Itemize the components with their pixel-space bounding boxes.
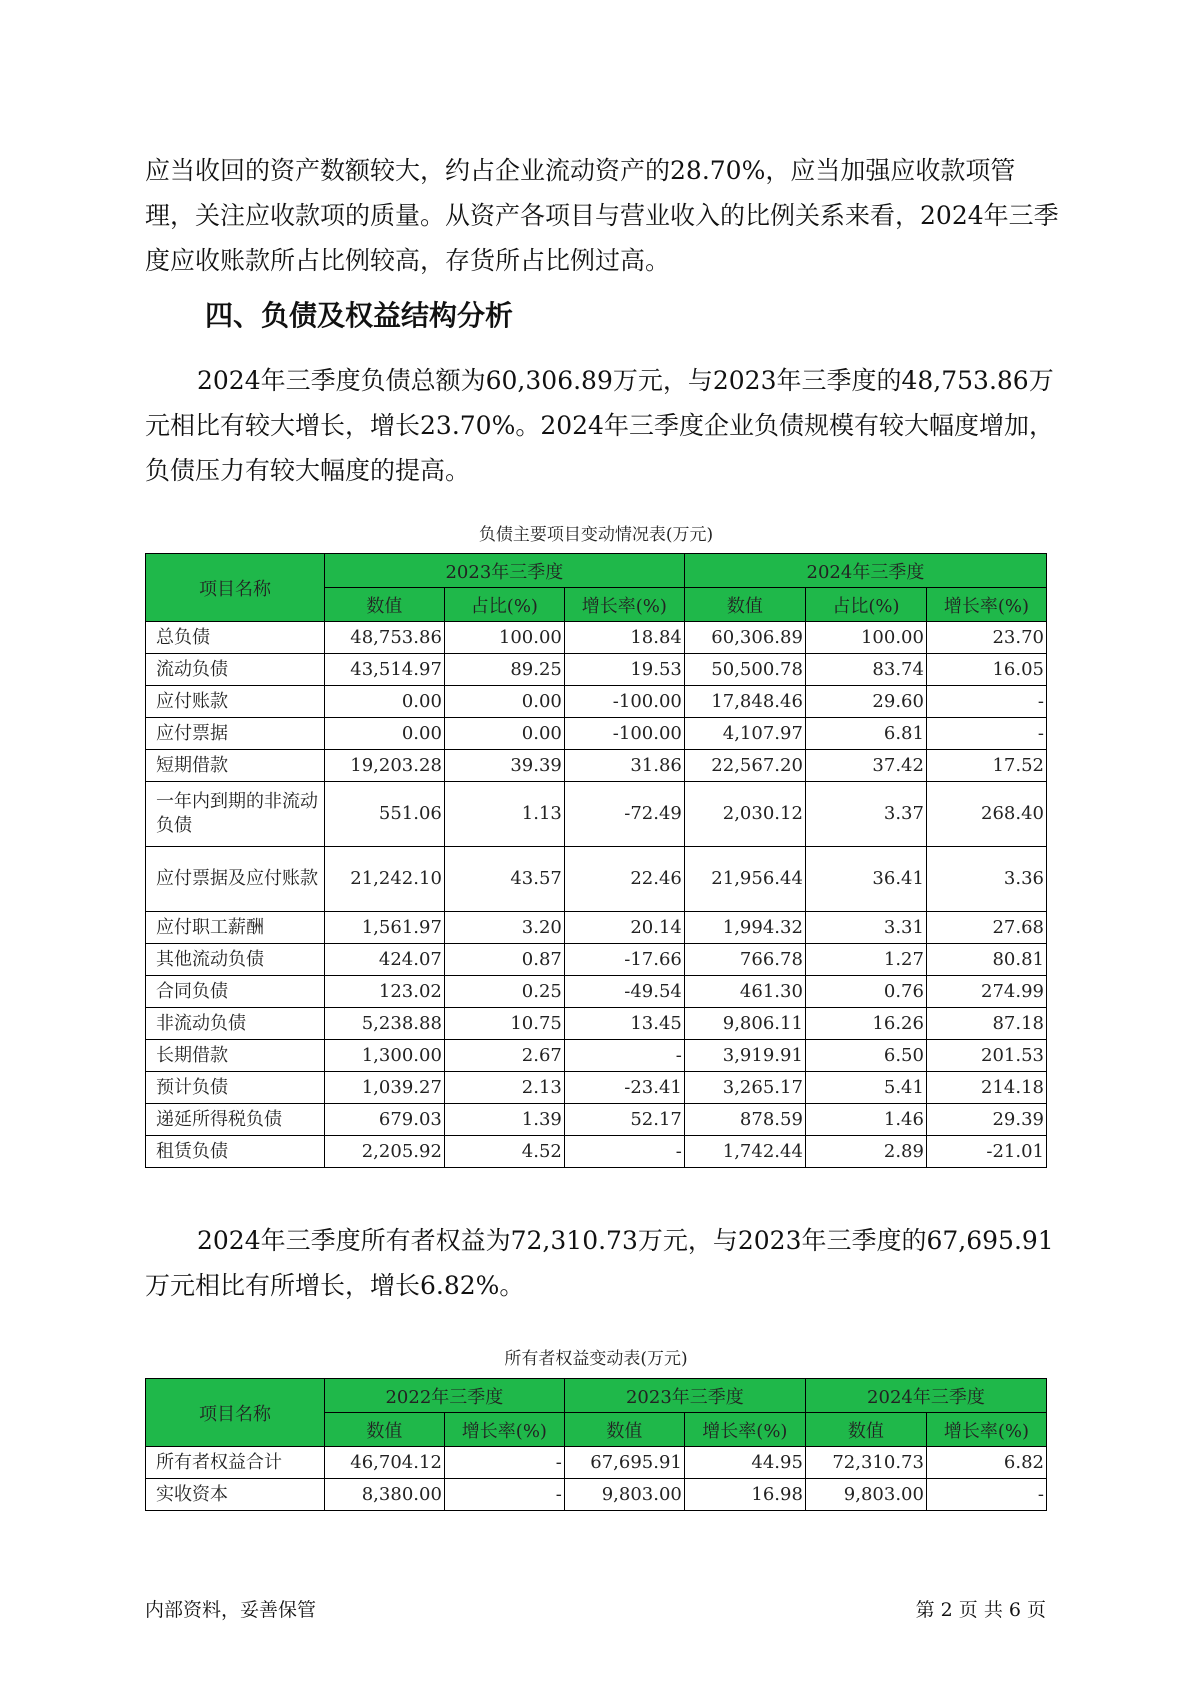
row-label: 长期借款	[146, 1040, 325, 1072]
cell-b-val: 67,695.91	[564, 1447, 684, 1479]
table-row	[146, 654, 1047, 686]
cell-b-val: 21,956.44	[684, 847, 805, 912]
cell-c-val: 72,310.73	[805, 1447, 926, 1479]
cell-a-growth: 22.46	[564, 847, 684, 912]
cell-b-growth: 29.39	[926, 1104, 1046, 1136]
cell-a-growth: -	[444, 1447, 564, 1479]
header-growth: 增长率(%)	[926, 588, 1046, 622]
cell-a-val: 679.03	[324, 1104, 444, 1136]
table-row	[146, 1479, 1047, 1511]
row-label: 非流动负债	[146, 1008, 325, 1040]
cell-a-growth: -100.00	[564, 686, 684, 718]
cell-b-val: 9,806.11	[684, 1008, 805, 1040]
cell-b-share: 36.41	[805, 847, 926, 912]
cell-b-val: 9,803.00	[564, 1479, 684, 1511]
row-label: 应付账款	[146, 686, 325, 718]
equity-table	[145, 1378, 1047, 1511]
header-value: 数值	[324, 588, 444, 622]
cell-a-growth: 13.45	[564, 1008, 684, 1040]
cell-a-val: 46,704.12	[324, 1447, 444, 1479]
header-growth: 增长率(%)	[926, 1413, 1046, 1447]
cell-b-share: 1.27	[805, 944, 926, 976]
header-item-name: 项目名称	[146, 1379, 325, 1447]
cell-b-val: 3,265.17	[684, 1072, 805, 1104]
cell-b-growth: 201.53	[926, 1040, 1046, 1072]
table-row	[146, 944, 1047, 976]
header-period-2023: 2023年三季度	[564, 1379, 805, 1413]
cell-c-growth: 6.82	[926, 1447, 1046, 1479]
cell-a-growth: -	[564, 1136, 684, 1168]
table-row	[146, 750, 1047, 782]
cell-b-share: 16.26	[805, 1008, 926, 1040]
cell-a-share: 89.25	[444, 654, 564, 686]
cell-b-growth: 274.99	[926, 976, 1046, 1008]
header-share: 占比(%)	[444, 588, 564, 622]
row-label: 合同负债	[146, 976, 325, 1008]
cell-a-share: 0.00	[444, 686, 564, 718]
cell-b-val: 50,500.78	[684, 654, 805, 686]
section-heading: 四、负债及权益结构分析	[205, 299, 514, 332]
row-label: 实收资本	[146, 1479, 325, 1511]
table-row	[146, 1104, 1047, 1136]
table-row	[146, 976, 1047, 1008]
cell-a-val: 21,242.10	[324, 847, 444, 912]
header-growth: 增长率(%)	[684, 1413, 805, 1447]
cell-a-share: 43.57	[444, 847, 564, 912]
cell-b-share: 6.81	[805, 718, 926, 750]
header-value: 数值	[564, 1413, 684, 1447]
cell-a-val: 1,300.00	[324, 1040, 444, 1072]
cell-a-share: 0.87	[444, 944, 564, 976]
cell-b-growth: 23.70	[926, 622, 1046, 654]
cell-a-growth: -72.49	[564, 782, 684, 847]
table-row	[146, 1072, 1047, 1104]
header-value: 数值	[684, 588, 805, 622]
cell-b-growth: 268.40	[926, 782, 1046, 847]
cell-a-share: 39.39	[444, 750, 564, 782]
cell-b-growth: 80.81	[926, 944, 1046, 976]
header-period-2024: 2024年三季度	[684, 554, 1046, 588]
table-row	[146, 686, 1047, 718]
cell-c-val: 9,803.00	[805, 1479, 926, 1511]
row-label: 总负债	[146, 622, 325, 654]
cell-a-growth: -23.41	[564, 1072, 684, 1104]
cell-b-share: 2.89	[805, 1136, 926, 1168]
cell-b-share: 29.60	[805, 686, 926, 718]
cell-b-share: 83.74	[805, 654, 926, 686]
table-row	[146, 782, 1047, 847]
cell-b-val: 17,848.46	[684, 686, 805, 718]
row-label: 租赁负债	[146, 1136, 325, 1168]
row-label: 其他流动负债	[146, 944, 325, 976]
footer-page-number: 第 2 页 共 6 页	[915, 1599, 1046, 1621]
cell-b-growth: 44.95	[684, 1447, 805, 1479]
cell-a-val: 48,753.86	[324, 622, 444, 654]
cell-a-growth: 19.53	[564, 654, 684, 686]
cell-b-growth: 16.05	[926, 654, 1046, 686]
header-period-2023: 2023年三季度	[324, 554, 684, 588]
header-item-name: 项目名称	[146, 554, 325, 622]
cell-a-val: 19,203.28	[324, 750, 444, 782]
cell-b-growth: -	[926, 718, 1046, 750]
cell-a-growth: -49.54	[564, 976, 684, 1008]
cell-a-val: 43,514.97	[324, 654, 444, 686]
header-value: 数值	[805, 1413, 926, 1447]
cell-b-val: 4,107.97	[684, 718, 805, 750]
table-row	[146, 1008, 1047, 1040]
table-row	[146, 847, 1047, 912]
cell-a-share: 1.39	[444, 1104, 564, 1136]
cell-b-share: 3.37	[805, 782, 926, 847]
cell-b-val: 1,994.32	[684, 912, 805, 944]
row-label: 所有者权益合计	[146, 1447, 325, 1479]
cell-a-share: 2.13	[444, 1072, 564, 1104]
cell-a-growth: -	[444, 1479, 564, 1511]
cell-b-growth: -	[926, 686, 1046, 718]
cell-b-growth: -21.01	[926, 1136, 1046, 1168]
paragraph-liabilities: 2024年三季度负债总额为60,306.89万元，与2023年三季度的48,753.86万元相比有较大增长，增长23.70%。2024年三季度企业负债规模有较大幅度增加，负债压力有较大幅度的提高。	[145, 366, 1054, 485]
row-label: 应付职工薪酬	[146, 912, 325, 944]
table-row	[146, 1040, 1047, 1072]
header-period-2024: 2024年三季度	[805, 1379, 1046, 1413]
cell-a-share: 4.52	[444, 1136, 564, 1168]
row-label: 一年内到期的非流动负债	[146, 782, 325, 847]
cell-b-share: 5.41	[805, 1072, 926, 1104]
cell-a-share: 0.25	[444, 976, 564, 1008]
cell-b-share: 37.42	[805, 750, 926, 782]
row-label: 应付票据及应付账款	[146, 847, 325, 912]
cell-a-share: 10.75	[444, 1008, 564, 1040]
cell-b-share: 3.31	[805, 912, 926, 944]
liabilities-table	[145, 553, 1047, 1168]
cell-a-share: 100.00	[444, 622, 564, 654]
cell-a-val: 123.02	[324, 976, 444, 1008]
cell-b-growth: 214.18	[926, 1072, 1046, 1104]
cell-a-growth: 18.84	[564, 622, 684, 654]
cell-b-val: 3,919.91	[684, 1040, 805, 1072]
cell-b-growth: 3.36	[926, 847, 1046, 912]
table1-caption: 负债主要项目变动情况表(万元)	[478, 525, 714, 545]
cell-a-growth: 20.14	[564, 912, 684, 944]
cell-a-val: 0.00	[324, 718, 444, 750]
cell-a-growth: -17.66	[564, 944, 684, 976]
cell-b-val: 878.59	[684, 1104, 805, 1136]
header-growth: 增长率(%)	[564, 588, 684, 622]
table-row	[146, 1447, 1047, 1479]
cell-b-val: 22,567.20	[684, 750, 805, 782]
cell-b-growth: 16.98	[684, 1479, 805, 1511]
row-label: 应付票据	[146, 718, 325, 750]
cell-b-val: 766.78	[684, 944, 805, 976]
cell-b-growth: 17.52	[926, 750, 1046, 782]
cell-a-growth: -	[564, 1040, 684, 1072]
table-row	[146, 1136, 1047, 1168]
row-label: 递延所得税负债	[146, 1104, 325, 1136]
cell-b-growth: 27.68	[926, 912, 1046, 944]
row-label: 短期借款	[146, 750, 325, 782]
cell-a-val: 1,561.97	[324, 912, 444, 944]
cell-a-growth: 31.86	[564, 750, 684, 782]
cell-c-growth: -	[926, 1479, 1046, 1511]
cell-a-val: 1,039.27	[324, 1072, 444, 1104]
cell-a-growth: -100.00	[564, 718, 684, 750]
footer-confidential-note: 内部资料，妥善保管	[145, 1599, 317, 1621]
cell-b-share: 1.46	[805, 1104, 926, 1136]
cell-a-val: 2,205.92	[324, 1136, 444, 1168]
table-row	[146, 912, 1047, 944]
cell-b-val: 1,742.44	[684, 1136, 805, 1168]
row-label: 预计负债	[146, 1072, 325, 1104]
cell-a-val: 551.06	[324, 782, 444, 847]
cell-a-share: 3.20	[444, 912, 564, 944]
header-share: 占比(%)	[805, 588, 926, 622]
header-growth: 增长率(%)	[444, 1413, 564, 1447]
cell-a-share: 2.67	[444, 1040, 564, 1072]
row-label: 流动负债	[146, 654, 325, 686]
cell-b-share: 6.50	[805, 1040, 926, 1072]
cell-b-share: 100.00	[805, 622, 926, 654]
cell-a-growth: 52.17	[564, 1104, 684, 1136]
paragraph-equity: 2024年三季度所有者权益为72,310.73万元，与2023年三季度的67,695.91万元相比有所增长，增长6.82%。	[145, 1226, 1054, 1300]
cell-a-val: 5,238.88	[324, 1008, 444, 1040]
cell-b-val: 2,030.12	[684, 782, 805, 847]
cell-a-val: 8,380.00	[324, 1479, 444, 1511]
cell-b-val: 461.30	[684, 976, 805, 1008]
table-row	[146, 718, 1047, 750]
cell-b-val: 60,306.89	[684, 622, 805, 654]
table2-caption: 所有者权益变动表(万元)	[504, 1349, 688, 1369]
paragraph-receivables: 应当收回的资产数额较大，约占企业流动资产的28.70%，应当加强应收款项管理，关注应收款项的质量。从资产各项目与营业收入的比例关系来看，2024年三季度应收账款所占比例较高，存货所占比例过高。	[145, 156, 1059, 275]
cell-b-growth: 87.18	[926, 1008, 1046, 1040]
header-period-2022: 2022年三季度	[324, 1379, 564, 1413]
cell-a-val: 424.07	[324, 944, 444, 976]
cell-a-val: 0.00	[324, 686, 444, 718]
table-row	[146, 622, 1047, 654]
cell-a-share: 1.13	[444, 782, 564, 847]
header-value: 数值	[324, 1413, 444, 1447]
cell-a-share: 0.00	[444, 718, 564, 750]
cell-b-share: 0.76	[805, 976, 926, 1008]
